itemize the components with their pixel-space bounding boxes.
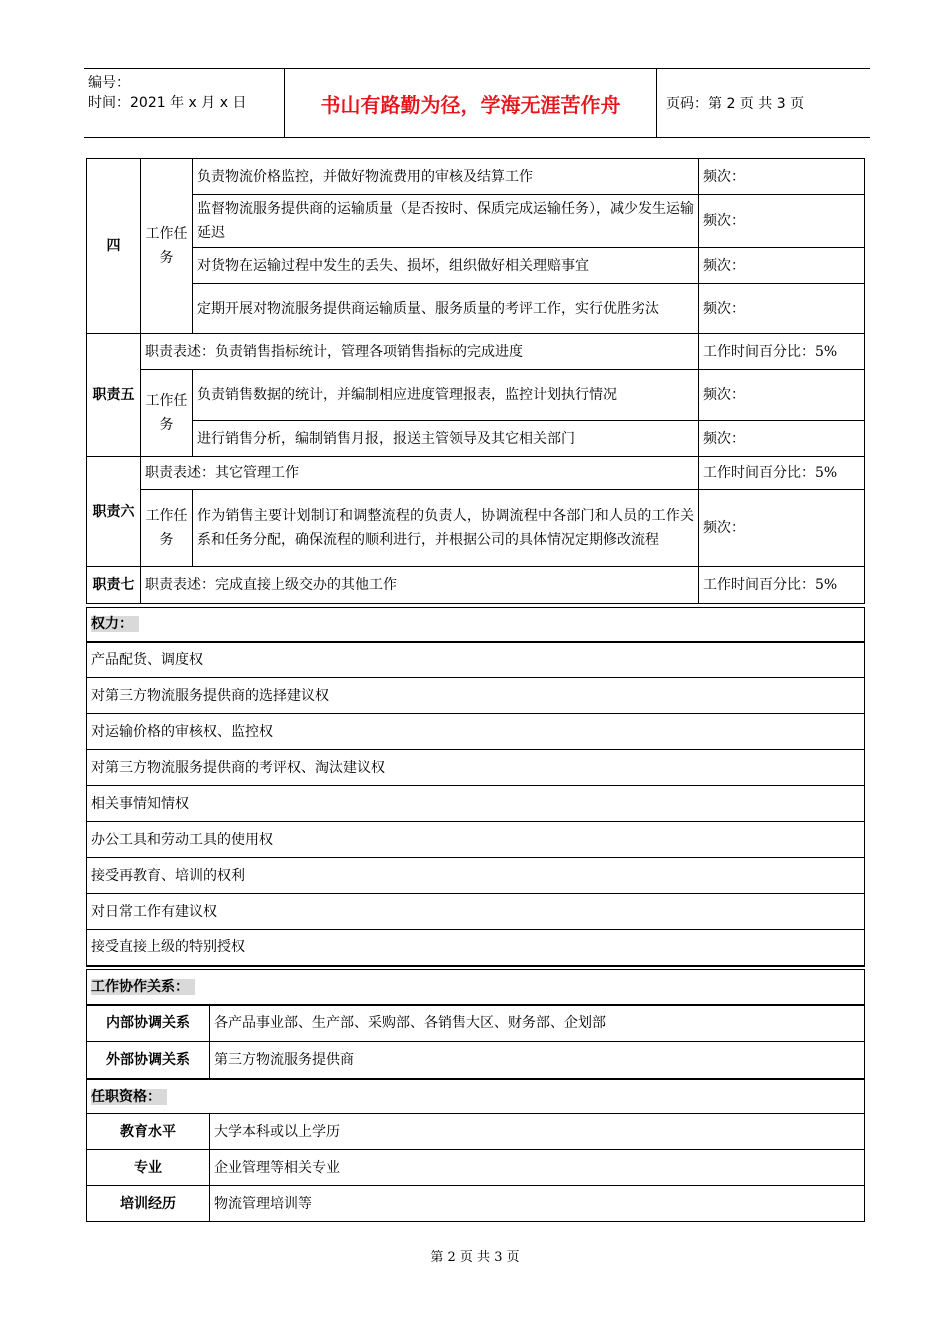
table-row <box>87 1005 865 1042</box>
list-item <box>87 894 865 930</box>
power-item: 对第三方物流服务提供商的选择建议权 <box>87 678 865 714</box>
task-text: 监督物流服务提供商的运输质量（是否按时、保质完成运输任务），减少发生运输延迟 <box>193 195 699 248</box>
power-item: 对运输价格的审核权、监控权 <box>87 714 865 750</box>
header-page-label: 页码：第 2 页 共 3 页 <box>666 96 805 112</box>
table-row <box>87 195 865 248</box>
section-title: 权力： <box>91 616 139 632</box>
duties-table <box>86 158 865 604</box>
duty-label: 职责六 <box>87 457 141 567</box>
qualification-label: 教育水平 <box>87 1114 210 1150</box>
cooperation-table <box>86 969 865 1080</box>
duty-label: 职责七 <box>87 567 141 604</box>
task-text: 定期开展对物流服务提供商运输质量、服务质量的考评工作，实行优胜劣汰 <box>193 284 699 334</box>
work-time-percent: 工作时间百分比：5% <box>699 457 865 490</box>
table-row <box>87 1186 865 1222</box>
page-footer: 第 2 页 共 3 页 <box>430 1250 520 1265</box>
task-frequency: 频次： <box>699 370 865 421</box>
qualification-value: 大学本科或以上学历 <box>210 1114 865 1150</box>
qualification-table <box>86 1079 865 1222</box>
list-item <box>87 822 865 858</box>
table-row <box>87 457 865 490</box>
table-row <box>87 370 865 421</box>
task-frequency: 频次： <box>699 159 865 195</box>
task-label: 工作任务 <box>141 159 193 334</box>
list-item <box>87 750 865 786</box>
list-item <box>87 930 865 966</box>
list-item <box>87 678 865 714</box>
table-row <box>87 970 865 1005</box>
power-item: 对第三方物流服务提供商的考评权、淘汰建议权 <box>87 750 865 786</box>
header-meta <box>88 73 278 113</box>
table-row <box>87 1042 865 1079</box>
power-item: 相关事情知情权 <box>87 786 865 822</box>
duty-label: 职责五 <box>87 334 141 457</box>
list-item <box>87 786 865 822</box>
task-text: 进行销售分析，编制销售月报，报送主管领导及其它相关部门 <box>193 421 699 457</box>
power-item: 接受直接上级的特别授权 <box>87 930 865 966</box>
powers-table <box>86 607 865 967</box>
header-divider <box>656 69 657 137</box>
qualification-value: 企业管理等相关专业 <box>210 1150 865 1186</box>
task-text: 负责销售数据的统计，并编制相应进度管理报表，监控计划执行情况 <box>193 370 699 421</box>
power-item: 产品配货、调度权 <box>87 642 865 678</box>
table-row <box>87 490 865 567</box>
header-motto: 书山有路勤为径，学海无涯苦作舟 <box>320 92 621 117</box>
task-frequency: 频次： <box>699 195 865 248</box>
task-label: 工作任务 <box>141 490 193 567</box>
table-row <box>87 1114 865 1150</box>
qualification-value: 物流管理培训等 <box>210 1186 865 1222</box>
number-label: 编号： <box>88 75 130 91</box>
cooperation-value: 第三方物流服务提供商 <box>210 1042 865 1079</box>
table-row <box>87 608 865 642</box>
cooperation-label: 外部协调关系 <box>87 1042 210 1079</box>
list-item <box>87 714 865 750</box>
task-frequency: 频次： <box>699 248 865 284</box>
table-row <box>87 284 865 334</box>
table-row <box>87 1080 865 1114</box>
list-item <box>87 642 865 678</box>
table-row <box>87 248 865 284</box>
table-row <box>87 421 865 457</box>
power-item: 接受再教育、培训的权利 <box>87 858 865 894</box>
power-item: 对日常工作有建议权 <box>87 894 865 930</box>
time-label: 时间：2021 年 x 月 x 日 <box>88 95 247 111</box>
cooperation-label: 内部协调关系 <box>87 1005 210 1042</box>
section-title: 工作协作关系： <box>91 979 195 995</box>
work-time-percent: 工作时间百分比：5% <box>699 334 865 370</box>
list-item <box>87 858 865 894</box>
task-text: 作为销售主要计划制订和调整流程的负责人，协调流程中各部门和人员的工作关系和任务分配，确保流程的顺利进行，并根据公司的具体情况定期修改流程 <box>193 490 699 567</box>
task-text: 对货物在运输过程中发生的丢失、损坏，组织做好相关理赔事宜 <box>193 248 699 284</box>
work-time-percent: 工作时间百分比：5% <box>699 567 865 604</box>
task-frequency: 频次： <box>699 421 865 457</box>
duty-description: 职责表述：完成直接上级交办的其他工作 <box>141 567 699 604</box>
qualification-label: 培训经历 <box>87 1186 210 1222</box>
qualification-label: 专业 <box>87 1150 210 1186</box>
duty-label: 四 <box>87 159 141 334</box>
power-item: 办公工具和劳动工具的使用权 <box>87 822 865 858</box>
task-text: 负责物流价格监控，并做好物流费用的审核及结算工作 <box>193 159 699 195</box>
table-row <box>87 567 865 604</box>
task-label: 工作任务 <box>141 370 193 457</box>
duty-description: 职责表述：其它管理工作 <box>141 457 699 490</box>
cooperation-value: 各产品事业部、生产部、采购部、各销售大区、财务部、企划部 <box>210 1005 865 1042</box>
page-header <box>84 68 870 138</box>
section-title: 任职资格： <box>91 1089 167 1105</box>
task-frequency: 频次： <box>699 284 865 334</box>
task-frequency: 频次： <box>699 490 865 567</box>
duty-description: 职责表述：负责销售指标统计，管理各项销售指标的完成进度 <box>141 334 699 370</box>
table-row <box>87 1150 865 1186</box>
table-row <box>87 159 865 195</box>
table-row <box>87 334 865 370</box>
